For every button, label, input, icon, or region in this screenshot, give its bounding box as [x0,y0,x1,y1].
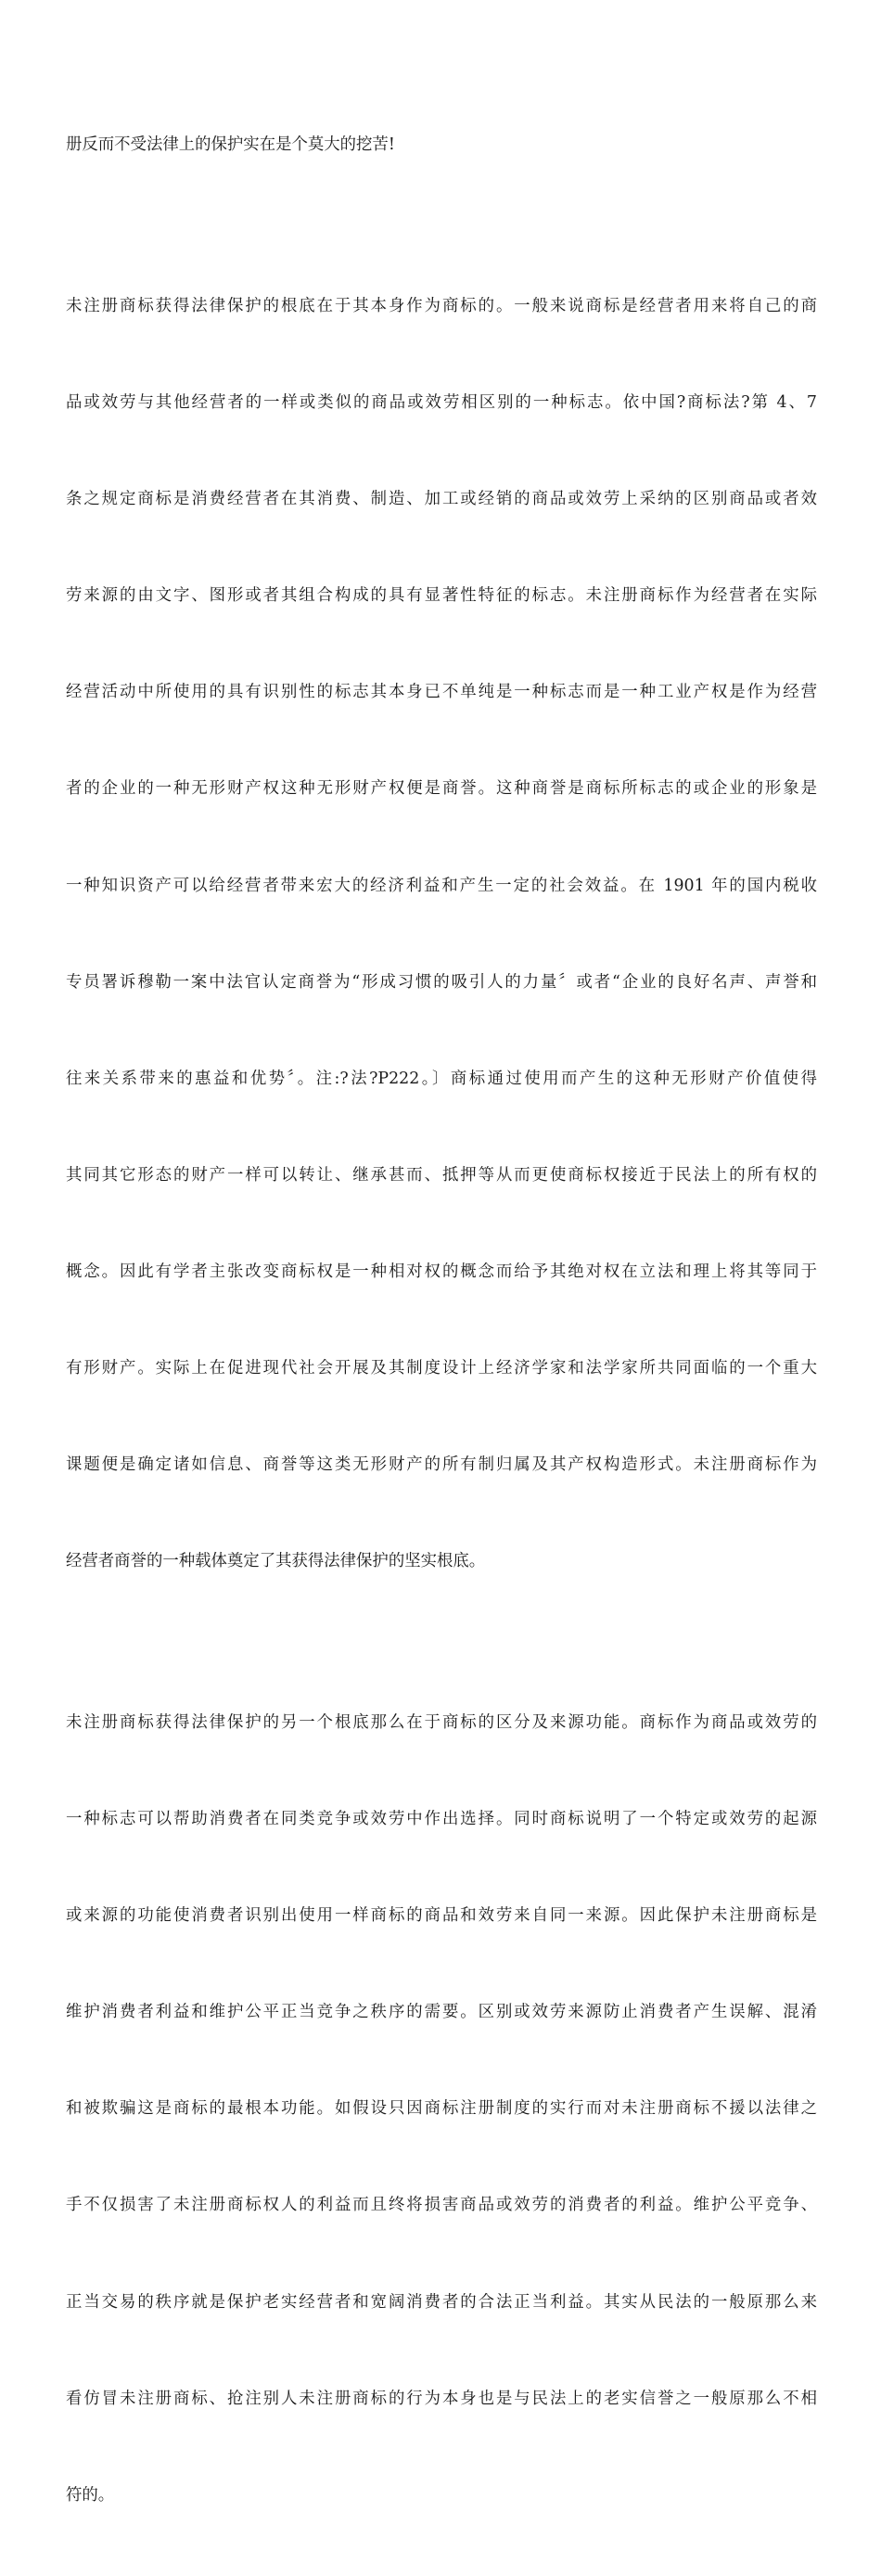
text-line: 课题便是确定诸如信息、商誉等这类无形财产的所有制归属及其产权构造形式。未注册商标作为 [66,1455,817,1475]
text-line: 有形财产。实际上在促进现代社会开展及其制度设计上经济学家和法学家所共同面临的一个重大 [66,1359,817,1378]
paragraph-2 [66,226,817,1643]
text-line: 正当交易的秩序就是保护老实经营者和宽阔消费者的合法正当利益。其实从民法的一般原那么来 [66,2292,817,2312]
text-line: 维护消费者利益和维护公平正当竞争之秩序的需要。区别或效劳来源防止消费者产生误解、混淆 [66,2003,817,2022]
text-line: 者的企业的一种无形财产权这种无形财产权便是商誉。这种商誉是商标所标志的或企业的形象是 [66,779,817,799]
text-line: 未注册商标获得法律保护的根底在于其本身作为商标的。一般来说商标是经营者用来将自己的商 [66,296,817,315]
document-body [66,65,817,2576]
paragraph-3 [66,1642,817,2575]
text-line: 或来源的功能使消费者识别出使用一样商标的商品和效劳来自同一来源。因此保护未注册商标是 [66,1906,817,1926]
text-line: 经营者商誉的一种载体奠定了其获得法律保护的坚实根底。 [66,1552,486,1571]
text-line: 和被欺骗这是商标的最根本功能。如假设只因商标注册制度的实行而对未注册商标不援以法律之 [66,2099,817,2119]
text-line: 一种标志可以帮助消费者在同类竞争或效劳中作出选择。同时商标说明了一个特定或效劳的起源 [66,1809,817,1828]
text-line: 经营活动中所使用的具有识别性的标志其本身已不单纯是一种标志而是一种工业产权是作为经营 [66,683,817,702]
text-line: 其同其它形态的财产一样可以转让、继承甚而、抵押等从而更使商标权接近于民法上的所有权的 [66,1165,817,1185]
text-line: 未注册商标获得法律保护的另一个根底那么在于商标的区分及来源功能。商标作为商品或效劳的 [66,1712,817,1732]
text-line: 往来关系带来的惠益和优势〞。注:?法?P222。〕商标通过使用而产生的这种无形财产价值使得 [66,1069,817,1088]
text-line: 条之规定商标是消费经营者在其消费、制造、加工或经销的商品或效劳上采纳的区别商品或者效 [66,490,817,509]
text-line: 劳来源的由文字、图形或者其组合构成的具有显著性特征的标志。未注册商标作为经营者在实际 [66,586,817,606]
text-line: 手不仅损害了未注册商标权人的利益而且终将损害商品或效劳的消费者的利益。维护公平竞争、 [66,2196,817,2215]
text-line: 册反而不受法律上的保护实在是个莫大的挖苦! [66,135,395,155]
text-line: 品或效劳与其他经营者的一样或类似的商品或效劳相区别的一种标志。依中国?商标法?第 4、7 [66,393,817,413]
paragraph-1 [66,65,817,226]
text-line: 看仿冒未注册商标、抢注别人未注册商标的行为本身也是与民法上的老实信誉之一般原那么不相 [66,2389,817,2408]
text-line: 专员署诉穆勒一案中法官认定商誉为“形成习惯的吸引人的力量〞或者“企业的良好名声、声誉和 [66,972,817,992]
text-line: 符的。 [66,2485,115,2505]
text-line: 概念。因此有学者主张改变商标权是一种相对权的概念而给予其绝对权在立法和理上将其等同于 [66,1262,817,1282]
text-line: 一种知识资产可以给经营者带来宏大的经济利益和产生一定的社会效益。在 1901 年的国内税收 [66,876,817,895]
